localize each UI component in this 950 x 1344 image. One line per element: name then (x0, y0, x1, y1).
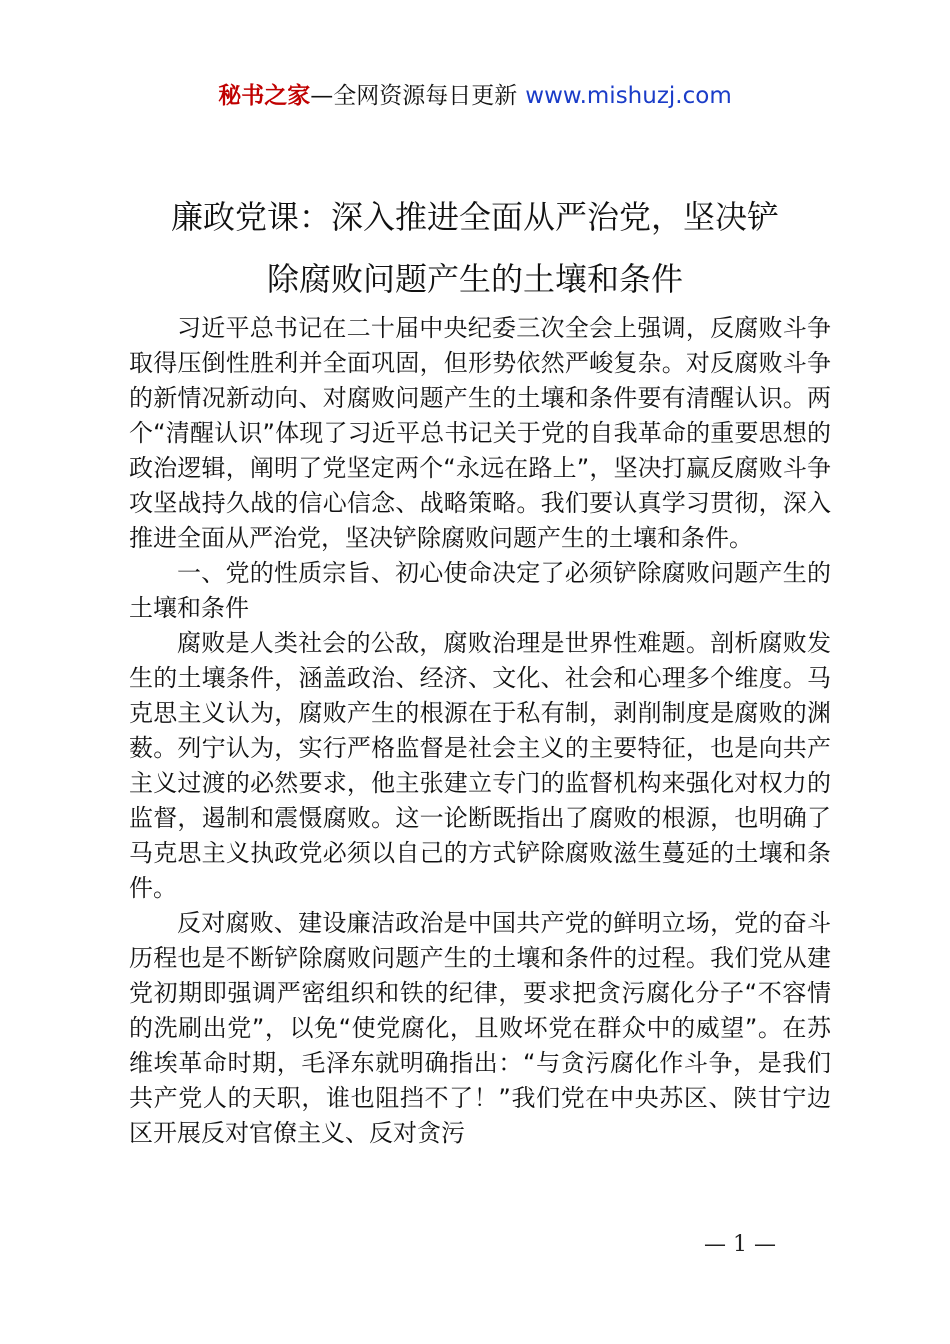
section-heading-1: 一、党的性质宗旨、初心使命决定了必须铲除腐败问题产生的土壤和条件 (129, 559, 831, 622)
document-body (129, 311, 831, 1151)
paragraph-corruption-roots: 腐败是人类社会的公敌，腐败治理是世界性难题。剖析腐败发生的土壤条件，涵盖政治、经济、文化、社会和心理多个维度。马克思主义认为，腐败产生的根源在于私有制，剥削制度是腐败的渊薮。列宁认为，实行严格监督是社会主义的主要特征，也是向共产主义过渡的必然要求，他主张建立专门的监督机构来强化对权力的监督，遏制和震慑腐败。这一论断既指出了腐败的根源，也明确了马克思主义执政党必须以自己的方式铲除腐败滋生蔓延的土壤和条件。 (129, 629, 831, 902)
paragraph-party-history: 反对腐败、建设廉洁政治是中国共产党的鲜明立场，党的奋斗历程也是不断铲除腐败问题产生的土壤和条件的过程。我们党从建党初期即强调严密组织和铁的纪律，要求把贪污腐化分子“不容情的洗刷出党”，以免“使党腐化，且败坏党在群众中的威望”。在苏维埃革命时期，毛泽东就明确指出：“与贪污腐化作斗争，是我们共产党人的天职，谁也阻挡不了！”我们党在中央苏区、陕甘宁边区开展反对官僚主义、反对贪污 (129, 909, 831, 1147)
brand-name: 秘书之家 (218, 83, 311, 109)
title-line-2: 除腐败问题产生的土壤和条件 (266, 260, 683, 298)
title-line-1: 廉政党课：深入推进全面从严治党，坚决铲 (170, 198, 779, 236)
page-number: — 1 — (704, 1232, 776, 1257)
header-tagline: —全网资源每日更新 (310, 83, 518, 109)
document-title (110, 186, 840, 310)
site-header (0, 80, 950, 112)
paragraph-intro: 习近平总书记在二十届中央纪委三次全会上强调，反腐败斗争取得压倒性胜利并全面巩固，但形势依然严峻复杂。对反腐败斗争的新情况新动向、对腐败问题产生的土壤和条件要有清醒认识。两个“清醒认识”体现了习近平总书记关于党的自我革命的重要思想的政治逻辑，阐明了党坚定两个“永远在路上”，坚决打赢反腐败斗争攻坚战持久战的信心信念、战略策略。我们要认真学习贯彻，深入推进全面从严治党，坚决铲除腐败问题产生的土壤和条件。 (129, 314, 831, 552)
site-url-link[interactable]: www.mishuzj.com (525, 83, 732, 109)
